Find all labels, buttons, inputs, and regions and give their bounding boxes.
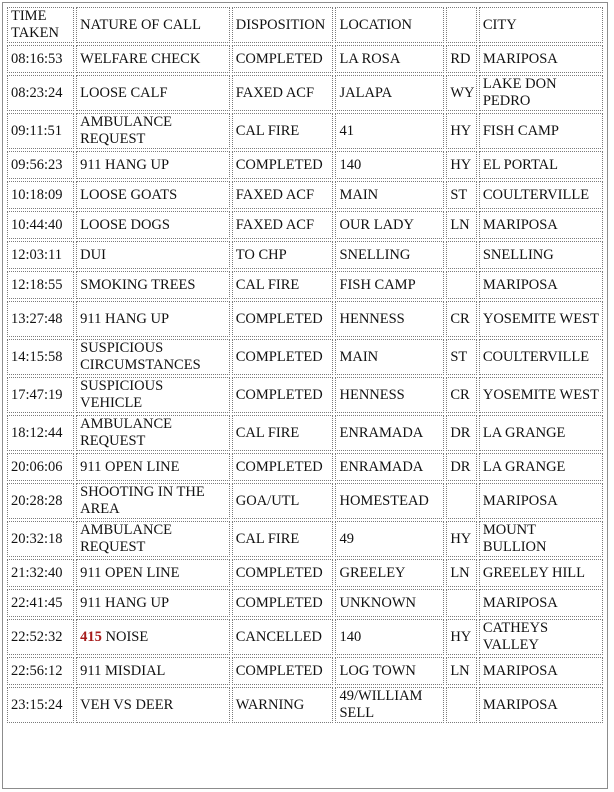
call-log-frame <box>2 2 608 789</box>
cell-suffix <box>446 687 477 723</box>
cell-location: 140 <box>335 151 444 179</box>
table-row <box>7 151 603 179</box>
cell-suffix: LN <box>446 211 477 239</box>
cell-suffix: HY <box>446 521 477 557</box>
cell-nature <box>76 181 230 209</box>
cell-disposition: WARNING <box>232 687 334 723</box>
cell-location: OUR LADY <box>335 211 444 239</box>
cell-disposition: COMPLETED <box>232 657 334 685</box>
cell-disposition: COMPLETED <box>232 301 334 337</box>
cell-time: 22:56:12 <box>7 657 74 685</box>
cell-city: SNELLING <box>479 241 603 269</box>
cell-location: 49 <box>335 521 444 557</box>
cell-disposition: GOA/UTL <box>232 483 334 519</box>
cell-time: 12:03:11 <box>7 241 74 269</box>
cell-time: 20:32:18 <box>7 521 74 557</box>
nature-text: AMBULANCE REQUEST <box>80 522 172 555</box>
cell-time: 08:23:24 <box>7 75 74 111</box>
header-city: CITY <box>479 7 603 43</box>
table-row <box>7 75 603 111</box>
cell-suffix: ST <box>446 181 477 209</box>
cell-disposition: FAXED ACF <box>232 211 334 239</box>
cell-time: 23:15:24 <box>7 687 74 723</box>
cell-nature <box>76 619 230 655</box>
cell-disposition: TO CHP <box>232 241 334 269</box>
cell-time: 08:16:53 <box>7 45 74 73</box>
table-row <box>7 657 603 685</box>
cell-location: FISH CAMP <box>335 271 444 299</box>
cell-location: ENRAMADA <box>335 415 444 451</box>
nature-text: 911 OPEN LINE <box>80 458 180 475</box>
nature-text: 911 HANG UP <box>80 310 170 327</box>
table-row <box>7 45 603 73</box>
nature-text: SUSPICIOUS CIRCUMSTANCES <box>80 340 201 373</box>
table-row <box>7 483 603 519</box>
cell-suffix: ST <box>446 339 477 375</box>
cell-disposition: FAXED ACF <box>232 181 334 209</box>
table-row <box>7 211 603 239</box>
cell-nature <box>76 301 230 337</box>
cell-disposition: CANCELLED <box>232 619 334 655</box>
cell-disposition: COMPLETED <box>232 339 334 375</box>
cell-suffix: WY <box>446 75 477 111</box>
nature-text: SHOOTING IN THE AREA <box>80 484 205 517</box>
cell-time: 10:18:09 <box>7 181 74 209</box>
cell-time: 14:15:58 <box>7 339 74 375</box>
table-row <box>7 339 603 375</box>
cell-disposition: CAL FIRE <box>232 271 334 299</box>
cell-city: MARIPOSA <box>479 687 603 723</box>
cell-location: HENNESS <box>335 301 444 337</box>
cell-suffix: HY <box>446 113 477 149</box>
table-row <box>7 415 603 451</box>
table-row <box>7 377 603 413</box>
cell-nature <box>76 589 230 617</box>
cell-suffix: HY <box>446 151 477 179</box>
cell-time: 18:12:44 <box>7 415 74 451</box>
cell-disposition: COMPLETED <box>232 377 334 413</box>
nature-text: SUSPICIOUS VEHICLE <box>80 378 164 411</box>
nature-code: 415 <box>80 628 102 645</box>
cell-time: 10:44:40 <box>7 211 74 239</box>
cell-nature <box>76 241 230 269</box>
cell-time: 21:32:40 <box>7 559 74 587</box>
cell-disposition: CAL FIRE <box>232 521 334 557</box>
table-row <box>7 619 603 655</box>
nature-text: 911 HANG UP <box>80 156 170 173</box>
cell-disposition: COMPLETED <box>232 559 334 587</box>
cell-city: COULTERVILLE <box>479 181 603 209</box>
cell-time: 20:28:28 <box>7 483 74 519</box>
cell-suffix <box>446 483 477 519</box>
table-row <box>7 241 603 269</box>
cell-suffix: LN <box>446 559 477 587</box>
cell-nature <box>76 45 230 73</box>
header-disposition: DISPOSITION <box>232 7 334 43</box>
cell-suffix <box>446 241 477 269</box>
cell-city: GREELEY HILL <box>479 559 603 587</box>
cell-city: LA GRANGE <box>479 415 603 451</box>
cell-city: MARIPOSA <box>479 271 603 299</box>
nature-text: 911 HANG UP <box>80 594 170 611</box>
cell-city: LA GRANGE <box>479 453 603 481</box>
cell-city: MARIPOSA <box>479 45 603 73</box>
cell-city: COULTERVILLE <box>479 339 603 375</box>
cell-city: YOSEMITE WEST <box>479 301 603 337</box>
header-row <box>7 7 603 43</box>
cell-city: MARIPOSA <box>479 589 603 617</box>
cell-location: 49/WILLIAM SELL <box>335 687 444 723</box>
cell-city: FISH CAMP <box>479 113 603 149</box>
table-row <box>7 589 603 617</box>
cell-location: 41 <box>335 113 444 149</box>
header-time: TIME TAKEN <box>7 7 74 43</box>
table-row <box>7 559 603 587</box>
cell-nature <box>76 377 230 413</box>
cell-nature <box>76 339 230 375</box>
cell-location: MAIN <box>335 181 444 209</box>
cell-city: MARIPOSA <box>479 483 603 519</box>
cell-nature <box>76 151 230 179</box>
cell-disposition: COMPLETED <box>232 151 334 179</box>
header-nature: NATURE OF CALL <box>76 7 230 43</box>
cell-suffix <box>446 271 477 299</box>
cell-nature <box>76 453 230 481</box>
cell-nature <box>76 521 230 557</box>
nature-text: NOISE <box>101 628 149 645</box>
cell-location: LOG TOWN <box>335 657 444 685</box>
nature-text: 911 OPEN LINE <box>80 564 180 581</box>
cell-location: GREELEY <box>335 559 444 587</box>
table-row <box>7 521 603 557</box>
nature-text: LOOSE GOATS <box>80 186 178 203</box>
cell-location: JALAPA <box>335 75 444 111</box>
cell-time: 09:11:51 <box>7 113 74 149</box>
cell-time: 22:52:32 <box>7 619 74 655</box>
cell-location: UNKNOWN <box>335 589 444 617</box>
cell-city: LAKE DON PEDRO <box>479 75 603 111</box>
nature-text: LOOSE CALF <box>80 84 168 101</box>
cell-suffix: DR <box>446 415 477 451</box>
cell-nature <box>76 271 230 299</box>
cell-city: MARIPOSA <box>479 657 603 685</box>
cell-location: ENRAMADA <box>335 453 444 481</box>
header-suffix <box>446 7 477 43</box>
cell-suffix <box>446 589 477 617</box>
cell-suffix: CR <box>446 301 477 337</box>
table-row <box>7 113 603 149</box>
cell-location: HENNESS <box>335 377 444 413</box>
cell-nature <box>76 211 230 239</box>
nature-text: VEH VS DEER <box>80 696 174 713</box>
cell-suffix: CR <box>446 377 477 413</box>
cell-nature <box>76 483 230 519</box>
cell-nature <box>76 657 230 685</box>
cell-disposition: CAL FIRE <box>232 415 334 451</box>
table-row <box>7 181 603 209</box>
cell-city: EL PORTAL <box>479 151 603 179</box>
cell-nature <box>76 75 230 111</box>
header-location: LOCATION <box>335 7 444 43</box>
cell-city: YOSEMITE WEST <box>479 377 603 413</box>
cell-location: MAIN <box>335 339 444 375</box>
cell-time: 12:18:55 <box>7 271 74 299</box>
cell-city: MARIPOSA <box>479 211 603 239</box>
nature-text: LOOSE DOGS <box>80 216 170 233</box>
nature-text: 911 MISDIAL <box>80 662 166 679</box>
cell-time: 13:27:48 <box>7 301 74 337</box>
table-row <box>7 453 603 481</box>
table-row <box>7 301 603 337</box>
cell-time: 22:41:45 <box>7 589 74 617</box>
cell-disposition: COMPLETED <box>232 45 334 73</box>
table-row <box>7 687 603 723</box>
cell-location: LA ROSA <box>335 45 444 73</box>
nature-text: AMBULANCE REQUEST <box>80 416 172 449</box>
cell-time: 09:56:23 <box>7 151 74 179</box>
nature-text: AMBULANCE REQUEST <box>80 114 172 147</box>
cell-nature <box>76 687 230 723</box>
cell-nature <box>76 559 230 587</box>
table-row <box>7 271 603 299</box>
cell-time: 20:06:06 <box>7 453 74 481</box>
cell-disposition: COMPLETED <box>232 589 334 617</box>
cell-suffix: LN <box>446 657 477 685</box>
cell-suffix: RD <box>446 45 477 73</box>
cell-city: CATHEYS VALLEY <box>479 619 603 655</box>
cell-disposition: COMPLETED <box>232 453 334 481</box>
nature-text: DUI <box>80 246 106 263</box>
nature-text: SMOKING TREES <box>80 276 196 293</box>
cell-suffix: DR <box>446 453 477 481</box>
cell-nature <box>76 415 230 451</box>
cell-location: HOMESTEAD <box>335 483 444 519</box>
nature-text: WELFARE CHECK <box>80 50 201 67</box>
cell-nature <box>76 113 230 149</box>
cell-city: MOUNT BULLION <box>479 521 603 557</box>
cell-location: SNELLING <box>335 241 444 269</box>
cell-disposition: FAXED ACF <box>232 75 334 111</box>
cell-time: 17:47:19 <box>7 377 74 413</box>
cell-location: 140 <box>335 619 444 655</box>
cell-suffix: HY <box>446 619 477 655</box>
call-log-table <box>5 5 605 725</box>
cell-disposition: CAL FIRE <box>232 113 334 149</box>
